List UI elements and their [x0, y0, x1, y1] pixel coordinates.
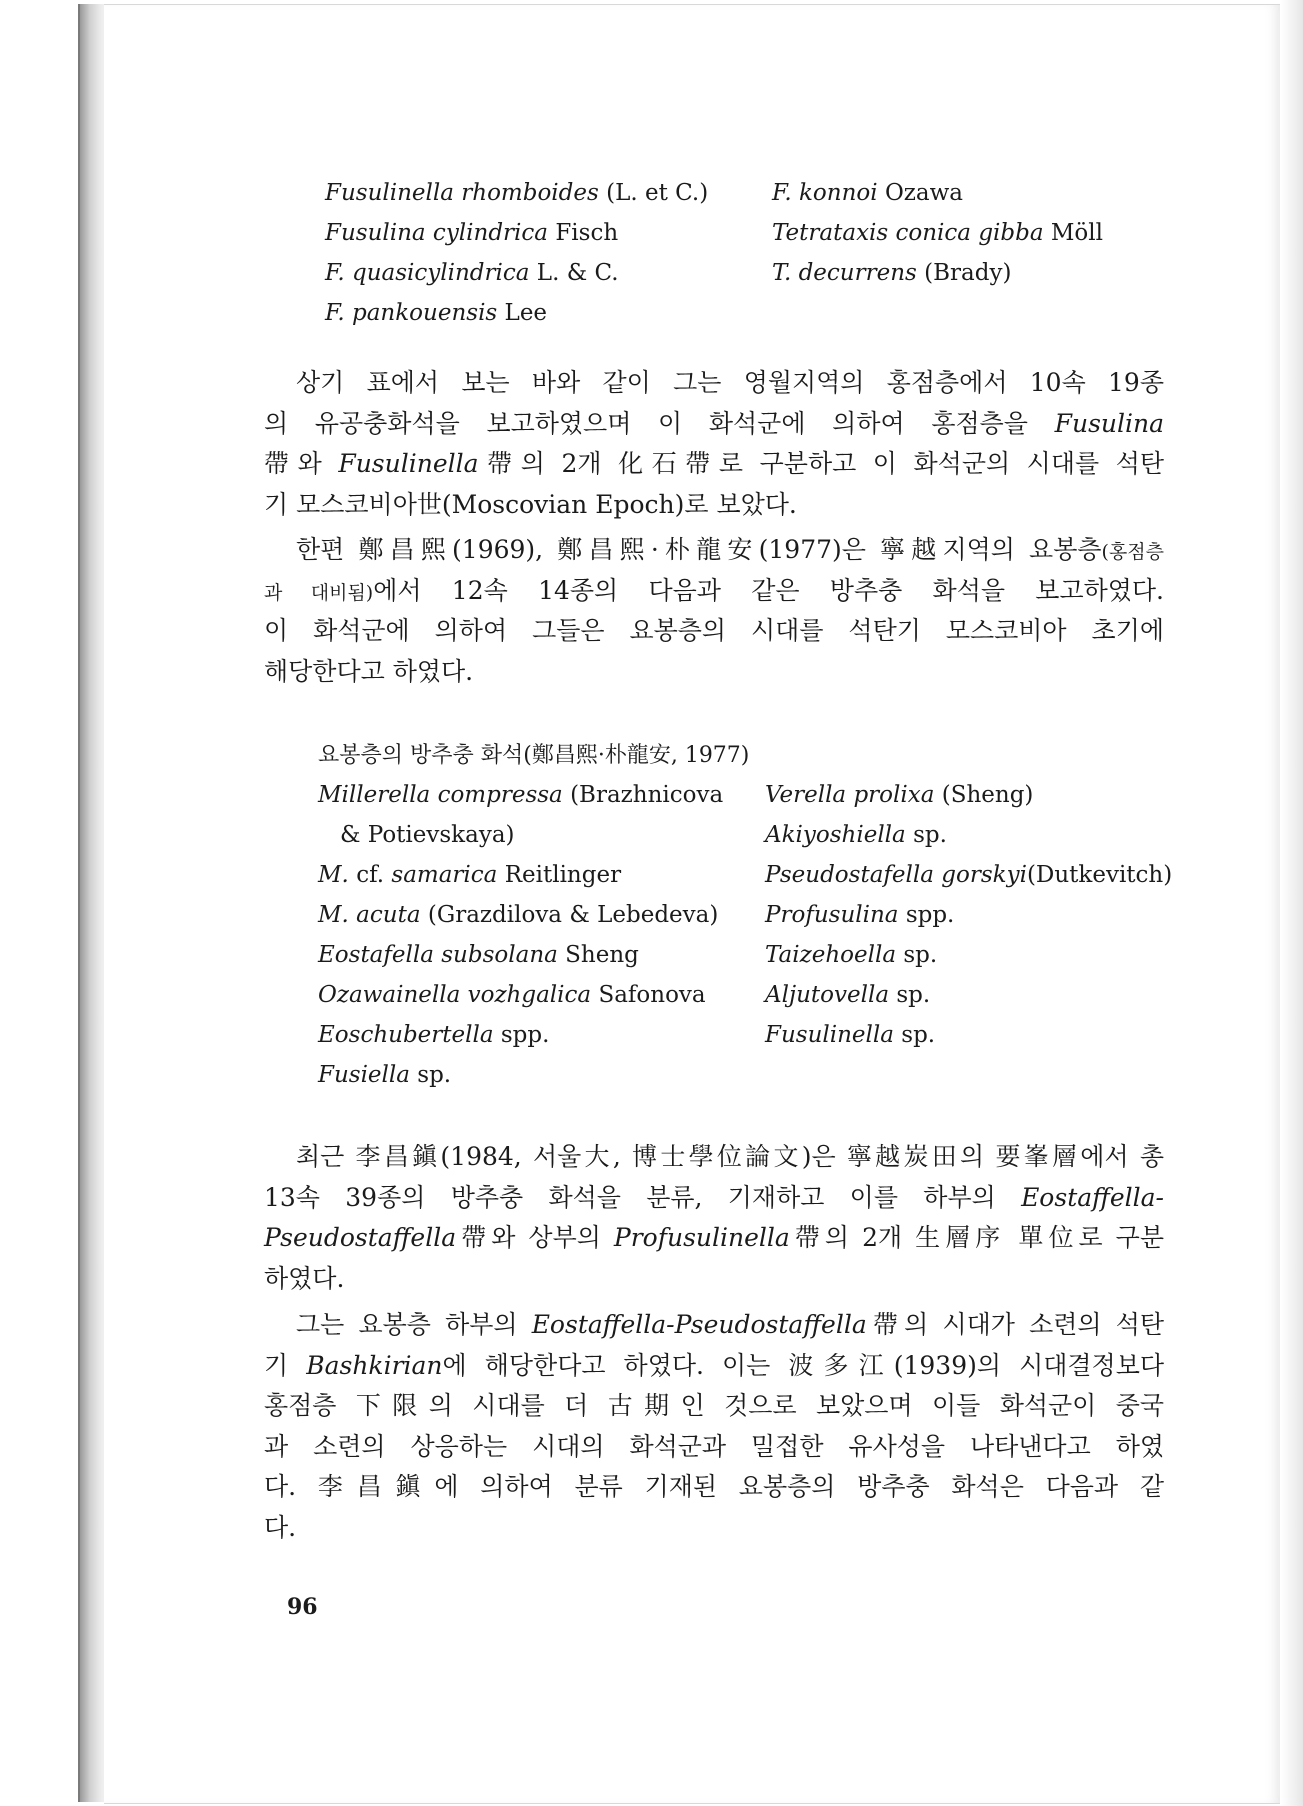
- paragraph-1: [264, 363, 1164, 525]
- text-line: 帶와 Fusulinella帶의 2개 化石帶로 구분하고 이 화석군의 시대를 석탄: [264, 449, 1164, 478]
- list-item: F. pankouensis Lee: [325, 300, 548, 326]
- text-line: 다. 李昌鎭에 의하여 분류 기재된 요봉층의 방추충 화석은 다음과 같: [264, 1472, 1164, 1501]
- list-item: Tetrataxis conica gibba Möll: [772, 220, 1103, 246]
- text-line: 13속 39종의 방추충 화석을 분류, 기재하고 이를 하부의 Eostaffella-: [264, 1182, 1164, 1212]
- text-line: 최근 李昌鎭(1984, 서울大, 博士學位論文)은 寧越炭田의 要峯層에서 총: [296, 1142, 1164, 1171]
- list-item: T. decurrens (Brady): [772, 260, 1012, 286]
- text-line: 기 Bashkirian에 해당한다고 하였다. 이는 波多江(1939)의 시대결정보다: [264, 1350, 1164, 1380]
- text-line: 과 소련의 상응하는 시대의 화석군과 밀접한 유사성을 나타낸다고 하였: [264, 1431, 1164, 1461]
- top-list-right: [772, 173, 1103, 293]
- paragraph-3: [264, 1137, 1164, 1299]
- list-item: Profusulina spp.: [765, 902, 955, 928]
- list-item: M. cf. samarica Reitlinger: [318, 862, 622, 888]
- list-item: Eoschubertella spp.: [318, 1022, 550, 1048]
- list-item: Akiyoshiella sp.: [765, 822, 947, 848]
- text-line: 그는 요봉층 하부의 Eostaffella-Pseudostaffella帶의 시대가 소련의 석탄: [296, 1310, 1164, 1339]
- text-line: 홍점층 下限의 시대를 더 古期인 것으로 보았으며 이들 화석군이 중국: [264, 1391, 1164, 1420]
- text-line: 과 대비됨)에서 12속 14종의 다음과 같은 방추충 화석을 보고하였다.: [264, 575, 1164, 605]
- text-line: 다.: [264, 1512, 297, 1542]
- text-line: 의 유공충화석을 보고하였으며 이 화석군에 의하여 홍점층을 Fusulina: [264, 408, 1164, 438]
- list-item: F. konnoi Ozawa: [772, 180, 964, 206]
- paragraph-2: [264, 530, 1164, 692]
- list-item: Fusulinella sp.: [765, 1022, 936, 1048]
- page-shadow: [1281, 0, 1303, 1806]
- table-title: 요봉층의 방추충 화석(鄭昌熙·朴龍安, 1977): [318, 743, 750, 768]
- text-line: Pseudostaffella帶와 상부의 Profusulinella帶의 2개 生層序 單位로 구분: [264, 1223, 1164, 1252]
- text-line: 상기 표에서 보는 바와 같이 그는 영월지역의 홍점층에서 10속 19종: [296, 368, 1164, 397]
- text-line: 기 모스코비아世(Moscovian Epoch)로 보았다.: [264, 489, 797, 519]
- list-item: Pseudostafella gorskyi(Dutkevitch): [765, 862, 1173, 888]
- text-line: 해당한다고 하였다.: [264, 656, 474, 686]
- list-item: Fusulinella rhomboides (L. et C.): [325, 180, 709, 206]
- fossil-list-right: [765, 775, 1172, 1055]
- page-number: 96: [287, 1594, 318, 1620]
- list-item: Millerella compressa (Brazhnicova: [318, 782, 724, 808]
- list-item: Eostafella subsolana Sheng: [318, 942, 639, 968]
- list-item: Aljutovella sp.: [765, 982, 931, 1008]
- fossil-list-left: [318, 775, 723, 1095]
- list-item: M. acuta (Grazdilova & Lebedeva): [318, 902, 719, 928]
- top-list-left: [325, 173, 708, 333]
- list-item: Verella prolixa (Sheng): [765, 782, 1034, 808]
- list-item: Taizehoella sp.: [765, 942, 938, 968]
- text-line: 이 화석군에 의하여 그들은 요봉층의 시대를 석탄기 모스코비아 초기에: [264, 616, 1164, 645]
- text-line: 한편 鄭昌熙(1969), 鄭昌熙·朴龍安(1977)은 寧越지역의 요봉층(홍점층: [296, 535, 1164, 564]
- paragraph-4: [264, 1305, 1164, 1548]
- text-line: 하였다.: [264, 1263, 345, 1293]
- list-item: Ozawainella vozhgalica Safonova: [318, 982, 706, 1008]
- list-item: Fusulina cylindrica Fisch: [325, 220, 619, 246]
- list-item: F. quasicylindrica L. & C.: [325, 260, 619, 286]
- list-item: Fusiella sp.: [318, 1062, 452, 1088]
- list-item: & Potievskaya): [340, 822, 515, 848]
